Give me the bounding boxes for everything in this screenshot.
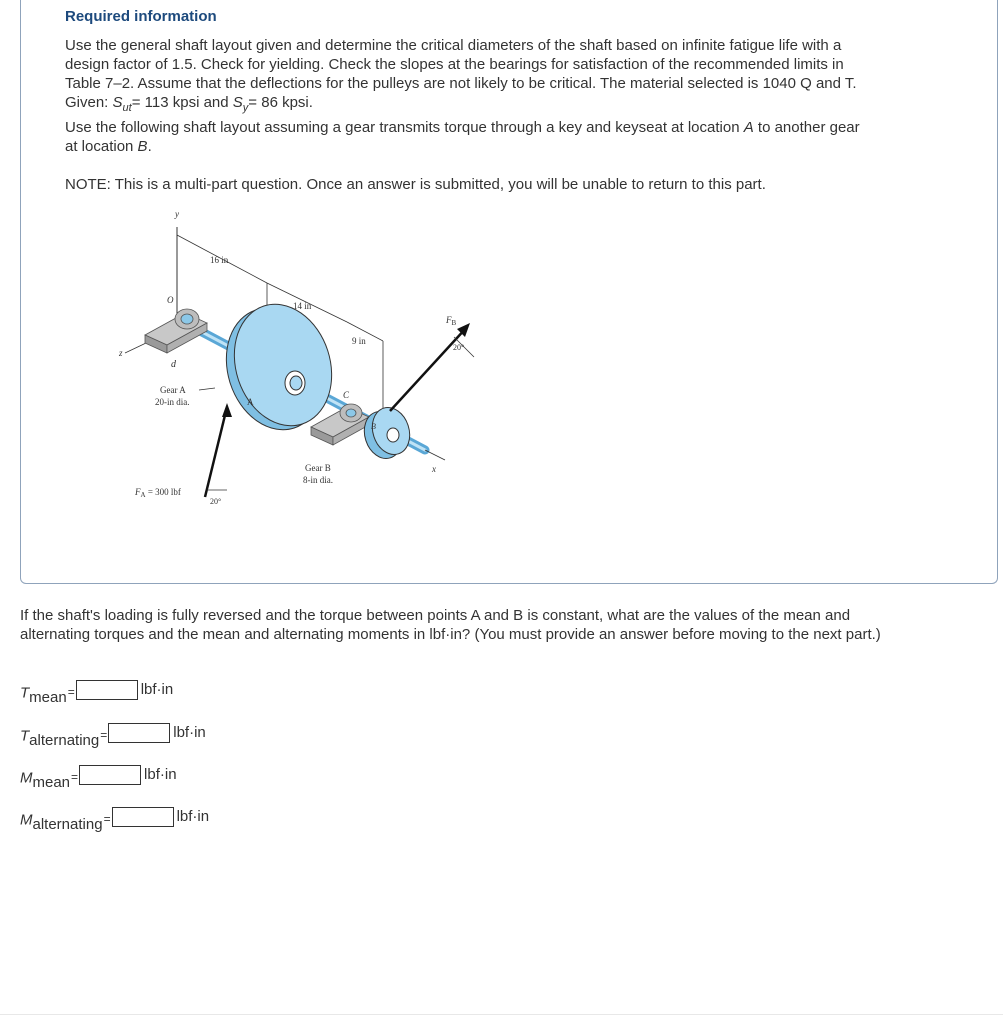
answer-unit: lbf·in: [176, 807, 210, 825]
y-axis-label: y: [175, 209, 179, 219]
answer-unit: lbf·in: [140, 680, 174, 698]
gear-a-point-label: A: [247, 397, 254, 407]
dim-14-label: 14 in: [293, 301, 312, 311]
problem-statement: [65, 36, 950, 118]
z-axis-label: z: [119, 348, 123, 358]
question-text: [20, 606, 980, 644]
x-axis-line: [425, 450, 445, 460]
given-values: Given: $S_{ut}= 113$ kpsi and $S_y= 86$ kpsi.: [65, 94, 313, 114]
force-fa-label: $F_A = 300$ lbf: [135, 487, 181, 499]
layout-instruction: Use the following shaft layout assuming a gear transmits torque through a key and keyseat at location A to another gear at location B.: [65, 119, 860, 155]
origin-label: O: [167, 295, 174, 305]
dim-9-label: 9 in: [352, 336, 366, 346]
answer-sub: alternating: [32, 815, 103, 833]
gear-b-diameter: 8-in dia.: [303, 475, 333, 485]
bottom-divider: [0, 1014, 1003, 1015]
d-label: d: [171, 359, 176, 370]
answer-var: T: [20, 727, 30, 745]
answer-unit: lbf·in: [173, 723, 206, 741]
answer-row-t-alternating: Talternating= lbf·in: [20, 723, 206, 749]
problem-line-2: design factor of 1.5. Check for yielding. Check the slopes at the bearings for satisfaction of the recommended limits in: [65, 56, 844, 73]
m-mean-input[interactable]: [79, 765, 141, 785]
problem-line-1: Use the general shaft layout given and determine the critical diameters of the shaft based on infinite fatigue life with a: [65, 37, 842, 54]
answer-row-m-mean: Mmean= lbf·in: [20, 765, 177, 791]
x-axis-label: x: [432, 464, 436, 474]
t-alternating-input[interactable]: [108, 723, 170, 743]
fb-angle-label: 20°: [453, 343, 465, 352]
force-fb-arrow: [390, 327, 467, 411]
shaft-diagram-svg: [115, 205, 485, 510]
force-fa-arrow: [205, 407, 227, 497]
multipart-note: NOTE: This is a multi-part question. Once an answer is submitted, you will be unable to return to this part.: [65, 176, 766, 193]
answer-row-m-alternating: Malternating= lbf·in: [20, 807, 210, 833]
question-line-1: If the shaft's loading is fully reversed and the torque between points A and B is constant, what are the values of the mean and: [20, 607, 851, 624]
answer-sub: mean: [29, 688, 67, 706]
dim-16-label: 16 in: [210, 255, 229, 265]
answer-sub: mean: [32, 773, 71, 791]
question-line-2: alternating torques and the mean and alternating moments in lbf·in? (You must provide an answer before moving to the next part.): [20, 626, 881, 643]
gear-a-name: Gear A: [160, 385, 186, 395]
gear-b: [358, 403, 415, 464]
answer-row-t-mean: Tmean= lbf·in: [20, 680, 174, 706]
t-mean-input[interactable]: [76, 680, 138, 700]
shaft-layout-figure: [115, 205, 485, 510]
bearing-o: [145, 309, 207, 353]
force-fa-arrowhead: [222, 403, 232, 417]
problem-line-3: Table 7–2. Assume that the deflections for the pulleys are not likely to be critical. The material selected is 1040 Q and T.: [65, 75, 857, 92]
answer-var: T: [20, 684, 30, 702]
fa-angle-label: 20°: [210, 497, 222, 506]
answer-var: M: [20, 811, 33, 829]
gear-a-leader: [199, 388, 215, 390]
gear-a-diameter: 20-in dia.: [155, 397, 190, 407]
required-info-title: Required information: [65, 8, 217, 25]
answer-unit: lbf·in: [144, 765, 177, 783]
gear-b-name: Gear B: [305, 463, 331, 473]
answer-var: M: [20, 769, 33, 787]
answer-sub: alternating: [29, 731, 100, 749]
bearing-c-label: C: [343, 390, 350, 400]
gear-b-point-label: B: [371, 422, 376, 431]
m-alternating-input[interactable]: [112, 807, 174, 827]
force-fb-label: $F_B$: [446, 315, 457, 327]
